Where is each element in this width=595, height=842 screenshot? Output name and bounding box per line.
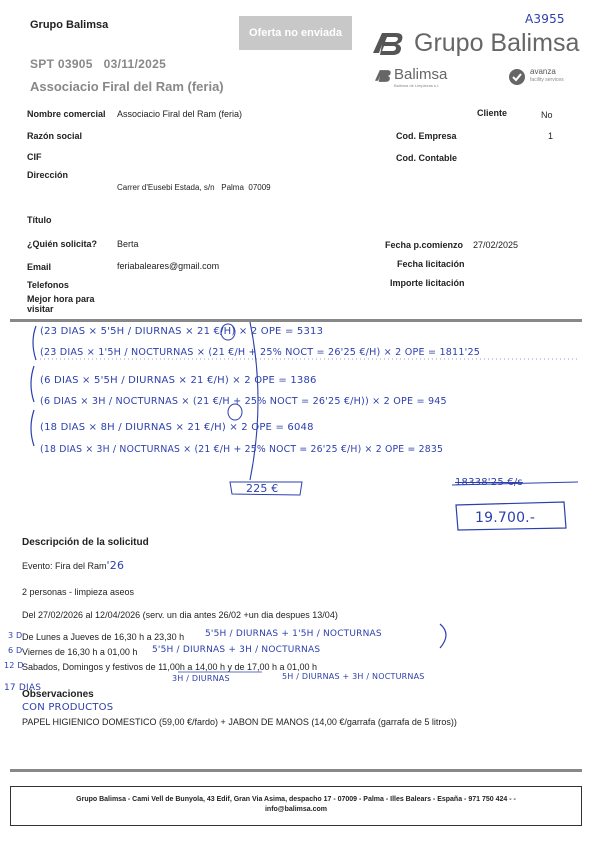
cod-empresa-label: Cod. Empresa [396, 131, 457, 141]
calc-line-3: (6 DIAS × 5'5H / DIURNAS × 21 €/H) × 2 OPE = 1386 [40, 375, 317, 386]
nombre-comercial-value: Associacio Firal del Ram (feria) [117, 109, 243, 119]
sched-2-prefix: 6 D [8, 646, 23, 655]
avanza-check-icon [508, 68, 526, 86]
importe-licitacion-label: Importe licitación [390, 278, 465, 288]
footer-box [10, 786, 582, 826]
client-title: Associacio Firal del Ram (feria) [30, 79, 224, 94]
fecha-comienzo-value: 27/02/2025 [473, 240, 519, 250]
cliente-label: Cliente [477, 108, 508, 118]
avanza-logo [508, 67, 578, 87]
observaciones-text: PAPEL HIGIENICO DOMESTICO (59,00 €/fardo) + JABON DE MANOS (14,00 €/garrafa (garrafa de 5 litros)) [22, 717, 457, 727]
avanza-caption: facility services [530, 77, 564, 83]
sched-2-text: Viernes de 16,30 h a 01,00 h [22, 647, 138, 657]
avanza-text: avanza [530, 67, 556, 76]
schedule-annotations [0, 620, 595, 680]
sched-1-text: De Lunes a Jueves de 16,30 h a 23,30 h [22, 632, 185, 642]
sched-note-1: 3H / DIURNAS [172, 674, 230, 683]
nombre-comercial-label: Nombre comercial [27, 109, 106, 119]
balimsa-sub-text: Balimsa [394, 66, 448, 83]
reference-line: SPT 03905 03/11/2025 [30, 57, 167, 71]
cif-label: CIF [27, 152, 42, 162]
personas-line: 2 personas - limpieza aseos [22, 587, 135, 597]
telefonos-label: Telefonos [27, 280, 69, 290]
direccion-value: Carrer d'Eusebi Estada, s/n Palma 07009 [117, 183, 271, 192]
calc-line-5: (18 DIAS × 8H / DIURNAS × 21 €/H) × 2 OPE = 6048 [40, 422, 314, 433]
divider-bottom [10, 769, 582, 772]
status-badge: Oferta no enviada [239, 16, 352, 50]
razon-social-label: Razón social [27, 131, 83, 141]
calc-line-1: (23 DIAS × 5'5H / DIURNAS × 21 €/H) × 2 OPE = 5313 [40, 326, 324, 337]
hourly-rate-box: 225 € [246, 482, 279, 495]
observaciones-hand: CON PRODUCTOS [22, 702, 114, 713]
evento-text: Evento: Fira del Ram [22, 561, 107, 571]
sched-note-2: 5H / DIURNAS + 3H / NOCTURNAS [282, 672, 425, 681]
total-dias: 17 DIAS [4, 683, 42, 693]
logo-text: Grupo Balimsa [414, 29, 580, 57]
final-total: 19.700.- [475, 510, 536, 526]
email-label: Email [27, 262, 52, 272]
footer-email: info@balimsa.com [264, 806, 328, 813]
balimsa-mark-icon [370, 29, 406, 59]
mejor-hora-label: Mejor hora para visitar [27, 294, 95, 314]
evento-line [22, 559, 124, 572]
footer-address: Grupo Balimsa - Cami Vell de Bunyola, 43 Edif, Gran Via Asima, despacho 17 - 07009 - Palma - Illes Balears - España - 971 750 424 - - [76, 796, 516, 803]
quien-solicita-label: ¿Quién solicita? [27, 239, 98, 249]
balimsa-small-mark-icon [372, 68, 394, 84]
sched-1-prefix: 3 D [8, 631, 23, 640]
grupo-balimsa-logo [370, 25, 585, 65]
sched-3-prefix: 12 D [4, 661, 24, 670]
sched-3-text: Sabados, Domingos y festivos de 11,00h a 14,00 h y de 17,00 h a 01,00 h [22, 662, 318, 672]
email-value: feriabaleares@gmail.com [117, 261, 220, 271]
fechas-line: Del 27/02/2026 al 12/04/2026 (serv. un dia antes 26/02 +un dia despues 13/04) [22, 610, 338, 620]
direccion-label: Dirección [27, 170, 69, 180]
balimsa-sub-caption: Balimsa de Limpiezas s.l. [394, 83, 440, 88]
evento-hand: '26 [106, 559, 125, 572]
sched-2-hand: 5'5H / DIURNAS + 3H / NOCTURNAS [152, 645, 321, 655]
calc-line-4: (6 DIAS × 3H / NOCTURNAS × (21 €/H + 25% NOCT = 26'25 €/H)) × 2 OPE = 945 [40, 396, 447, 407]
descripcion-heading: Descripción de la solicitud [22, 537, 149, 548]
subtotal-struck: 18338'25 €/s [455, 477, 523, 488]
calc-line-2: (23 DIAS × 1'5H / NOCTURNAS × (21 €/H + 25% NOCT = 26'25 €/H) × 2 OPE = 1811'25 [40, 347, 481, 358]
observaciones-heading: Observaciones [22, 689, 94, 700]
titulo-label: Título [27, 215, 52, 225]
company-name: Grupo Balimsa [30, 19, 109, 31]
balimsa-sub-logo [372, 66, 472, 88]
sched-1-hand: 5'5H / DIURNAS + 1'5H / NOCTURNAS [205, 629, 382, 639]
cod-contable-label: Cod. Contable [396, 153, 457, 163]
cod-empresa-value: 1 [548, 131, 554, 141]
calc-line-6: (18 DIAS × 3H / NOCTURNAS × (21 €/H + 25% NOCT = 26'25 €/H) × 2 OPE = 2835 [40, 444, 444, 455]
cliente-value: No [541, 110, 553, 120]
handwritten-reference: A3955 [525, 12, 565, 26]
fecha-comienzo-label: Fecha p.comienzo [385, 240, 464, 250]
quien-solicita-value: Berta [117, 239, 139, 249]
fecha-licitacion-label: Fecha licitación [397, 259, 465, 269]
